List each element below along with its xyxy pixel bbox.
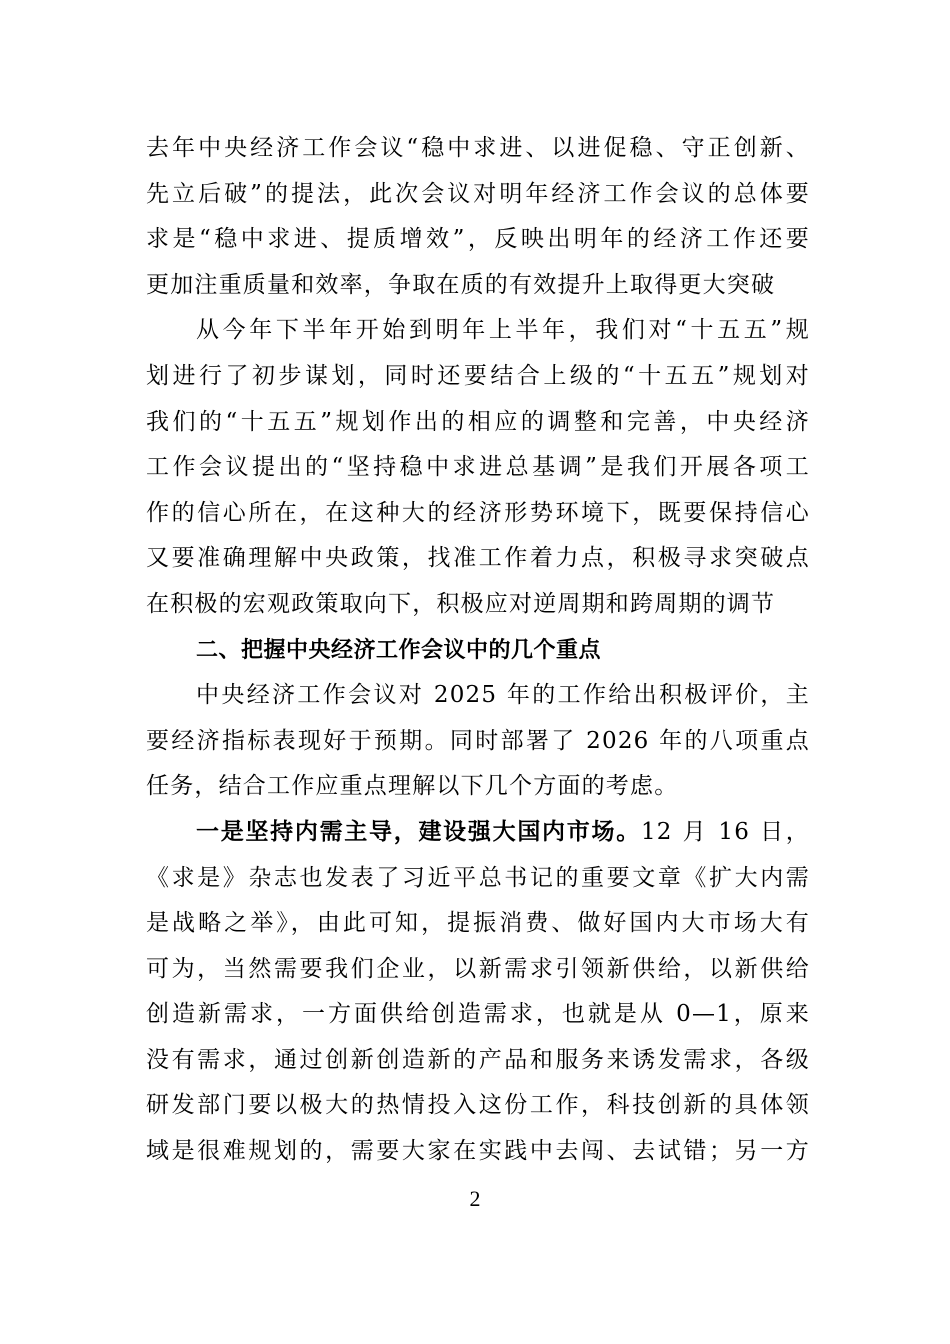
text-line: 研发部门要以极大的热情投入这份工作，科技创新的具体领 [146,1092,810,1119]
text-line: 《求是》杂志也发表了习近平总书记的重要文章《扩大内需 [146,864,810,891]
text-line: 域是很难规划的，需要大家在实践中去闯、去试错；另一方 [146,1138,810,1165]
text-line: 任务，结合工作应重点理解以下几个方面的考虑。 [146,773,679,800]
text-line: 划进行了初步谋划，同时还要结合上级的“十五五”规划对 [146,362,810,389]
text-line: 更加注重质量和效率，争取在质的有效提升上取得更大突破 [146,271,776,298]
paragraph-3 [146,673,810,810]
text-line: 是战略之举》，由此可知，提振消费、做好国内大市场大有 [146,910,810,937]
text-line: 先立后破”的提法，此次会议对明年经济工作会议的总体要 [146,180,810,207]
text-line: 从今年下半年开始到明年上半年，我们对“十五五”规 [196,317,810,344]
paragraph-2 [146,308,810,627]
text-line: 求是“稳中求进、提质增效”，反映出明年的经济工作还要 [146,226,810,253]
body-text [146,126,810,1175]
text-line: 可为，当然需要我们企业，以新需求引领新供给，以新供给 [146,955,810,982]
text-line: 没有需求，通过创新创造新的产品和服务来诱发需求，各级 [146,1046,810,1073]
section-heading: 二、把握中央经济工作会议中的几个重点 [196,637,602,663]
text-line: 在积极的宏观政策取向下，积极应对逆周期和跨周期的调节 [146,590,776,617]
text-line: 中央经济工作会议对 2025 年的工作给出积极评价，主 [196,682,810,709]
text-line: 去年中央经济工作会议“稳中求进、以进促稳、守正创新、 [146,135,810,161]
text-line [146,810,810,856]
paragraph-4 [146,810,810,1175]
date-text: 12 月 16 日， [640,818,810,845]
paragraph-1 [146,126,810,308]
page-number: 2 [469,1186,481,1211]
bold-lead-in: 一是坚持内需主导，建设强大国内市场。 [196,818,641,845]
text-line: 工作会议提出的“坚持稳中求进总基调”是我们开展各项工 [146,454,810,481]
text-line: 我们的“十五五”规划作出的相应的调整和完善，中央经济 [146,408,810,435]
text-line: 要经济指标表现好于预期。同时部署了 2026 年的八项重点 [146,727,810,754]
text-line: 创造新需求，一方面供给创造需求，也就是从 0—1，原来 [146,1001,810,1028]
text-line: 作的信心所在，在这种大的经济形势环境下，既要保持信心 [146,499,810,526]
text-line: 又要准确理解中央政策，找准工作着力点，积极寻求突破点 [146,545,810,572]
